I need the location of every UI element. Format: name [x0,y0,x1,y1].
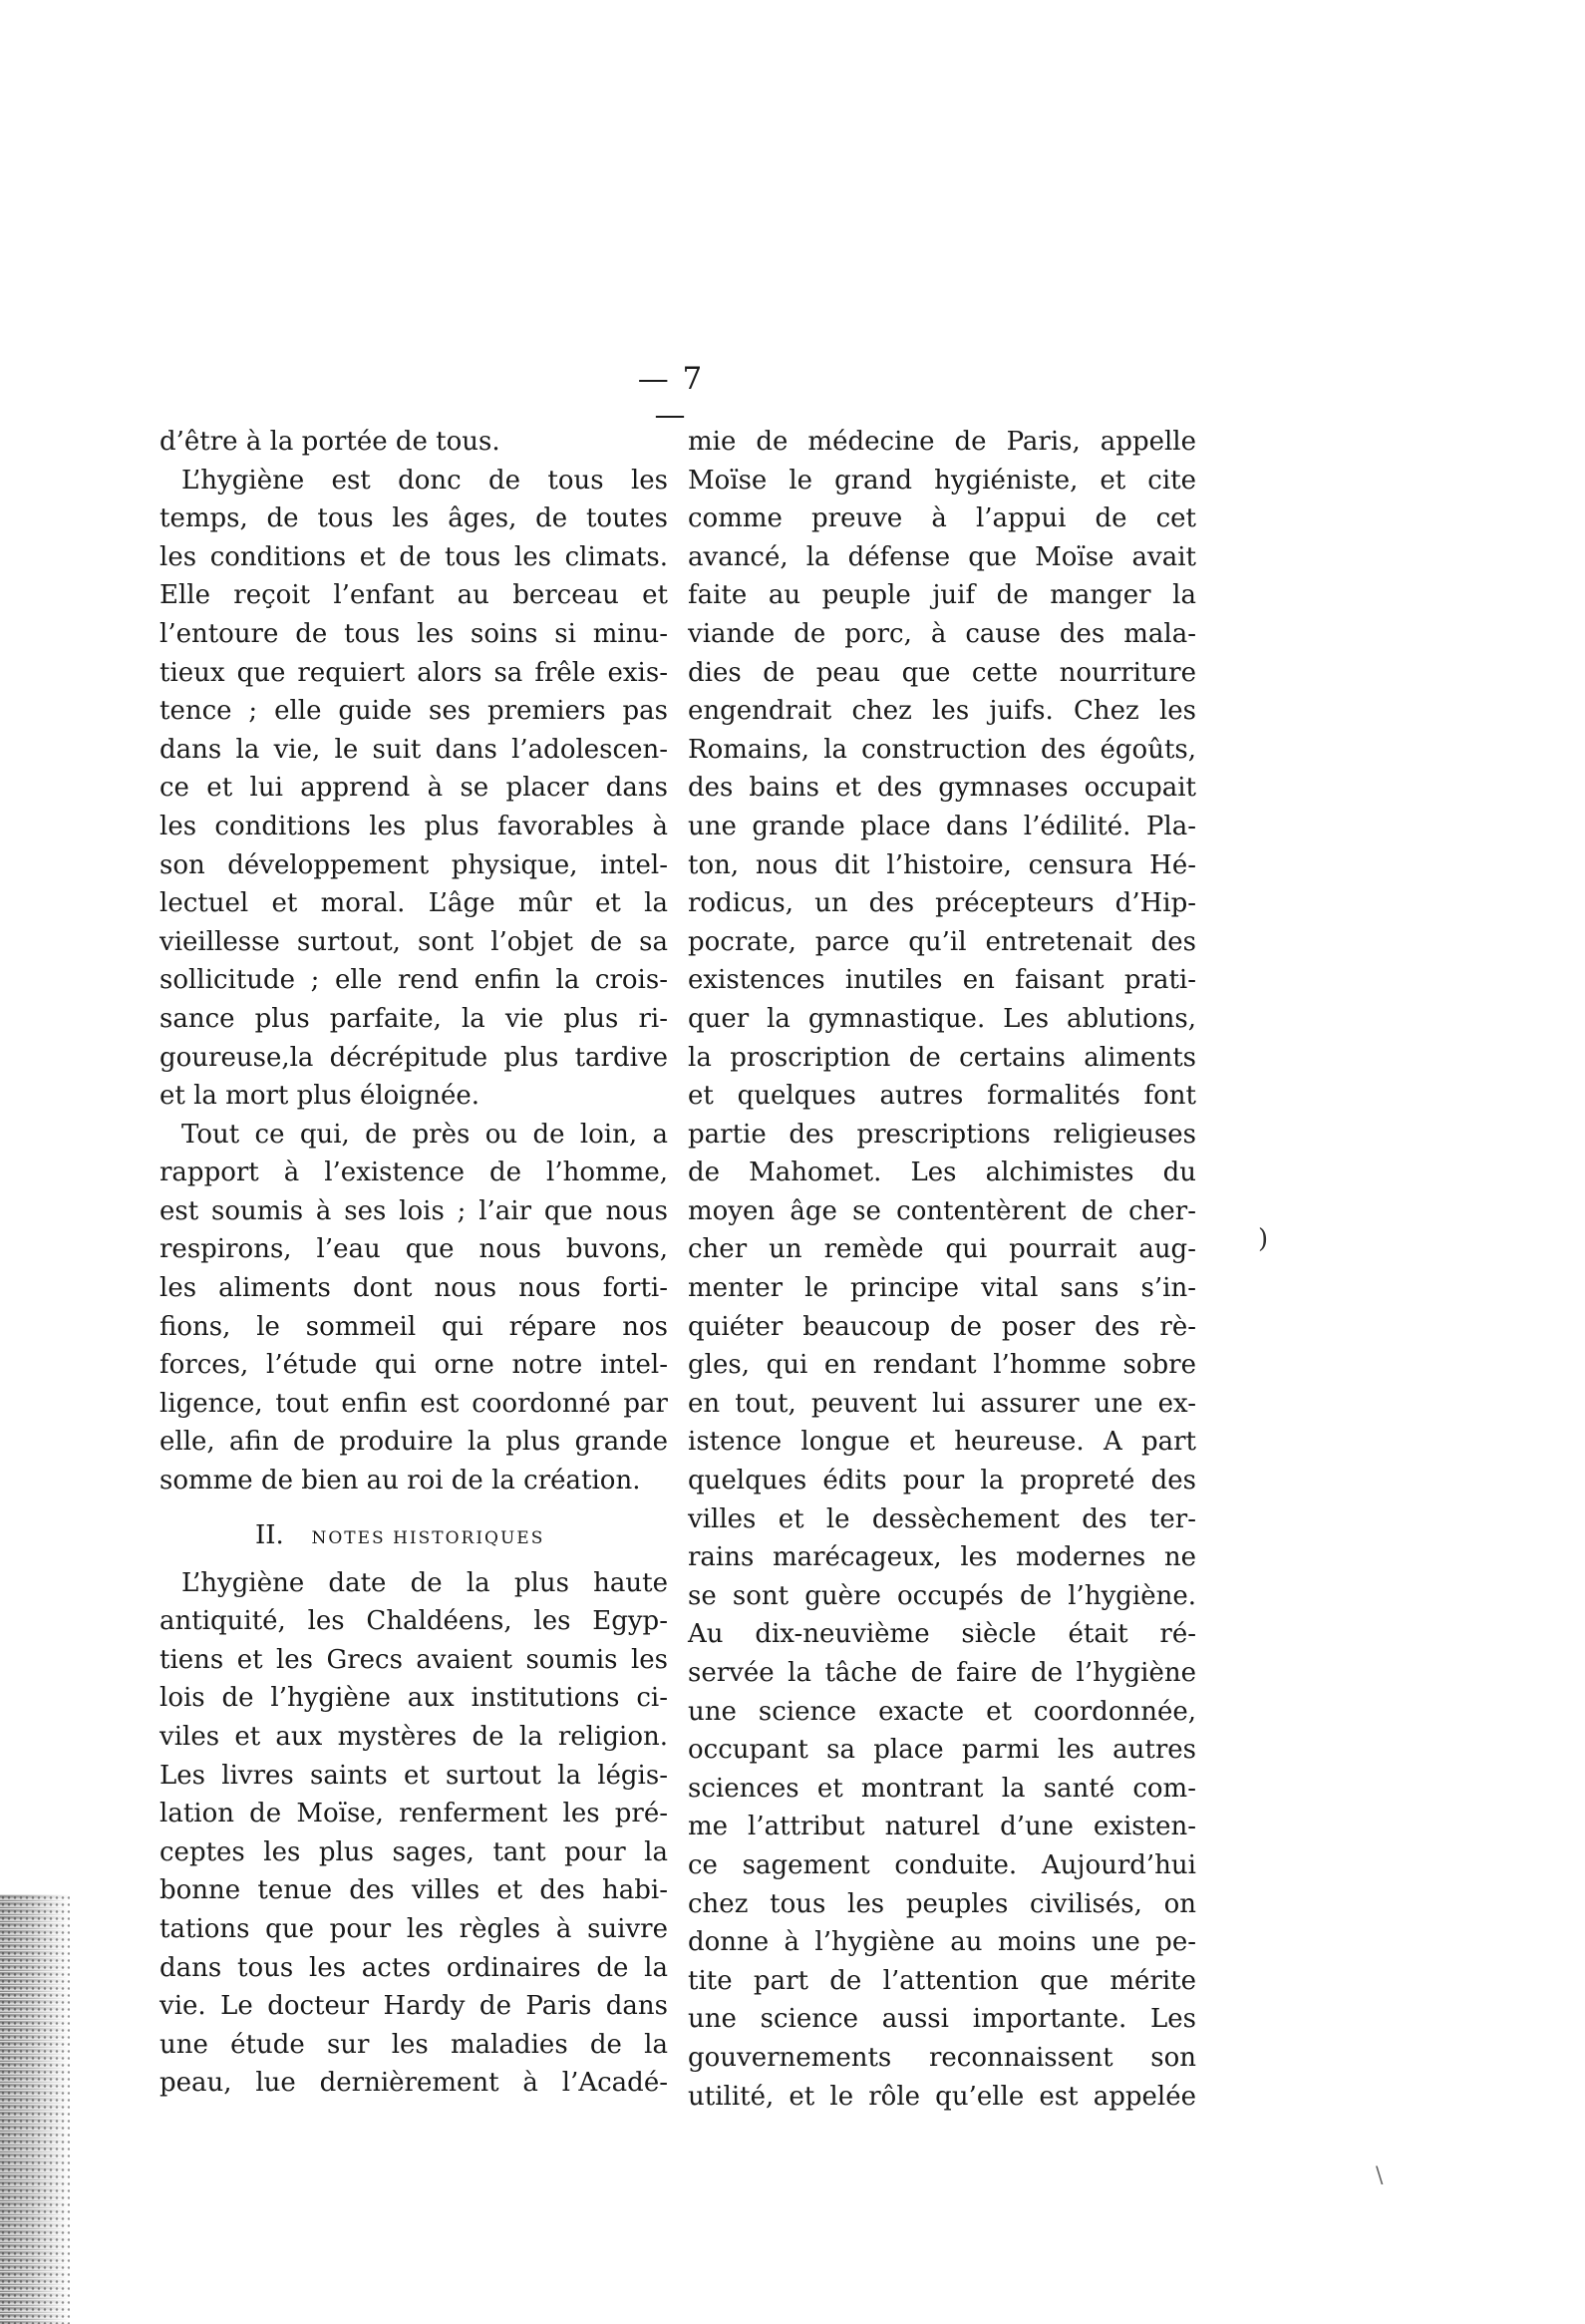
page-number: — 7 — [637,361,705,433]
text-line: l’entoure de tous les soins si minu- [159,618,668,649]
text-line: les conditions les plus favorables à [159,811,668,841]
text-line: pocrate, parce qu’il entretenait des [688,926,1196,957]
text-line: utilité, et le rôle qu’elle est appelée [688,2081,1196,2112]
text-line: Romains, la construction des égoûts, [688,734,1196,765]
text-line: de Mahomet. Les alchimistes du [688,1158,1196,1188]
text-line: ce sagement conduite. Aujourd’hui [688,1849,1196,1880]
text-line: villes et le dessèchement des ter- [688,1503,1196,1534]
text-line: une étude sur les maladies de la [159,2029,668,2060]
left-column-body-continued [159,1564,668,2103]
text-line: comme preuve à l’appui de cet [688,503,1196,534]
text-line: Elle reçoit l’enfant au berceau et [159,580,668,611]
right-column [688,423,1196,2116]
text-line: sollicitude ; elle rend enfin la crois- [159,965,668,996]
text-line: sciences et montrant la santé com- [688,1773,1196,1804]
text-line: donne à l’hygiène au moins une pe- [688,1927,1196,1958]
text-line: tence ; elle guide ses premiers pas [159,696,668,727]
text-line: et quelques autres formalités font [688,1081,1196,1112]
text-line: vieillesse surtout, sont l’objet de sa [159,926,668,957]
text-line: lectuel et moral. L’âge mûr et la [159,888,668,919]
text-line: menter le principe vital sans s’in- [688,1273,1196,1304]
text-line: Les livres saints et surtout la légis- [159,1760,668,1791]
text-line: dans tous les actes ordinaires de la [159,1952,668,1983]
text-line: occupant sa place parmi les autres [688,1735,1196,1766]
binding-edge-speckle [0,1894,70,2324]
text-line: elle, afin de produire la plus grande [159,1427,668,1458]
text-line: fions, le sommeil qui répare nos [159,1311,668,1342]
text-line: avancé, la défense que Moïse avait [688,541,1196,572]
text-line: ton, nous dit l’histoire, censura Hé- [688,849,1196,880]
text-line: et la mort plus éloignée. [159,1081,480,1112]
text-line: antiquité, les Chaldéens, les Egyp- [159,1606,668,1637]
text-line: son développement physique, intel- [159,849,668,880]
margin-bracket-mark: ) [1258,1224,1269,1254]
text-line: Tout ce qui, de près ou de loin, a [181,1119,668,1150]
text-line: quiéter beaucoup de poser des rè- [688,1311,1196,1342]
text-line: les aliments dont nous nous forti- [159,1273,668,1304]
text-line: viles et aux mystères de la religion. [159,1722,668,1752]
text-line: quer la gymnastique. Les ablutions, [688,1003,1196,1034]
text-line: une science aussi importante. Les [688,2004,1196,2035]
text-line: existences inutiles en faisant prati- [688,965,1196,996]
text-line: L’hygiène date de la plus haute [181,1567,668,1598]
text-line: engendrait chez les juifs. Chez les [688,696,1196,727]
text-line: est soumis à ses lois ; l’air que nous [159,1195,668,1226]
margin-stray-mark: \ [1376,2163,1384,2188]
section-heading-numeral: II. [255,1519,284,1550]
text-line: partie des prescriptions religieuses [688,1119,1196,1150]
text-line: d’être à la portée de tous. [159,427,500,457]
text-line: Au dix-neuvième siècle était ré- [688,1619,1196,1650]
text-line: peau, lue dernièrement à l’Acadé- [159,2068,668,2099]
text-line: faite au peuple juif de manger la [688,580,1196,611]
text-line: lois de l’hygiène aux institutions ci- [159,1683,668,1714]
text-line: tations que pour les règles à suivre [159,1913,668,1944]
text-line: tieux que requiert alors sa frêle exis- [159,657,668,688]
text-line: se sont guère occupés de l’hygiène. [688,1580,1196,1611]
text-line: ceptes les plus sages, tant pour la [159,1836,668,1867]
text-line: la proscription de certains aliments [688,1042,1196,1073]
text-line: chez tous les peuples civilisés, on [688,1888,1196,1919]
text-line: vie. Le docteur Hardy de Paris dans [159,1991,668,2022]
text-line: viande de porc, à cause des mala- [688,618,1196,649]
text-line: rodicus, un des précepteurs d’Hip- [688,888,1196,919]
text-line: somme de bien au roi de la création. [159,1466,641,1496]
text-line: tite part de l’attention que mérite [688,1965,1196,1996]
text-line: ligence, tout enfin est coordonné par [159,1388,668,1419]
text-line: en tout, peuvent lui assurer une ex- [688,1388,1196,1419]
text-line: dans la vie, le suit dans l’adolescen- [159,734,668,765]
left-column [159,423,668,2103]
text-line: une science exacte et coordonnée, [688,1696,1196,1727]
text-line: rains marécageux, les modernes ne [688,1542,1196,1573]
text-line: me l’attribut naturel d’une existen- [688,1812,1196,1842]
text-line: rapport à l’existence de l’homme, [159,1158,668,1188]
text-line: servée la tâche de faire de l’hygiène [688,1658,1196,1688]
section-heading [159,1512,668,1558]
text-line: forces, l’étude qui orne notre intel- [159,1350,668,1381]
text-line: mie de médecine de Paris, appelle [688,427,1196,457]
text-line: Moïse le grand hygiéniste, et cite [688,465,1196,496]
text-line: L’hygiène est donc de tous les [181,465,668,496]
right-column-body [688,423,1196,2116]
text-line: les conditions et de tous les climats. [159,541,668,572]
section-heading-title: NOTES HISTORIQUES [311,1527,545,1548]
text-line: sance plus parfaite, la vie plus ri- [159,1003,668,1034]
left-column-body [159,423,668,1500]
text-line: dies de peau que cette nourriture [688,657,1196,688]
text-line: cher un remède qui pourrait aug- [688,1234,1196,1265]
text-line: des bains et des gymnases occupait [688,773,1196,804]
text-line: moyen âge se contentèrent de cher- [688,1195,1196,1226]
text-line: ce et lui apprend à se placer dans [159,773,668,804]
text-line: gles, qui en rendant l’homme sobre [688,1350,1196,1381]
text-line: gouvernements reconnaissent son [688,2042,1196,2073]
text-line: lation de Moïse, renferment les pré- [159,1799,668,1829]
text-line: goureuse,la décrépitude plus tardive [159,1042,668,1073]
text-line: quelques édits pour la propreté des [688,1466,1196,1496]
text-line: tiens et les Grecs avaient soumis les [159,1644,668,1675]
text-line: temps, de tous les âges, de toutes [159,503,668,534]
text-line: une grande place dans l’édilité. Pla- [688,811,1196,841]
text-line: respirons, l’eau que nous buvons, [159,1234,668,1265]
text-line: bonne tenue des villes et des habi- [159,1875,668,1906]
text-line: istence longue et heureuse. A part [688,1427,1196,1458]
